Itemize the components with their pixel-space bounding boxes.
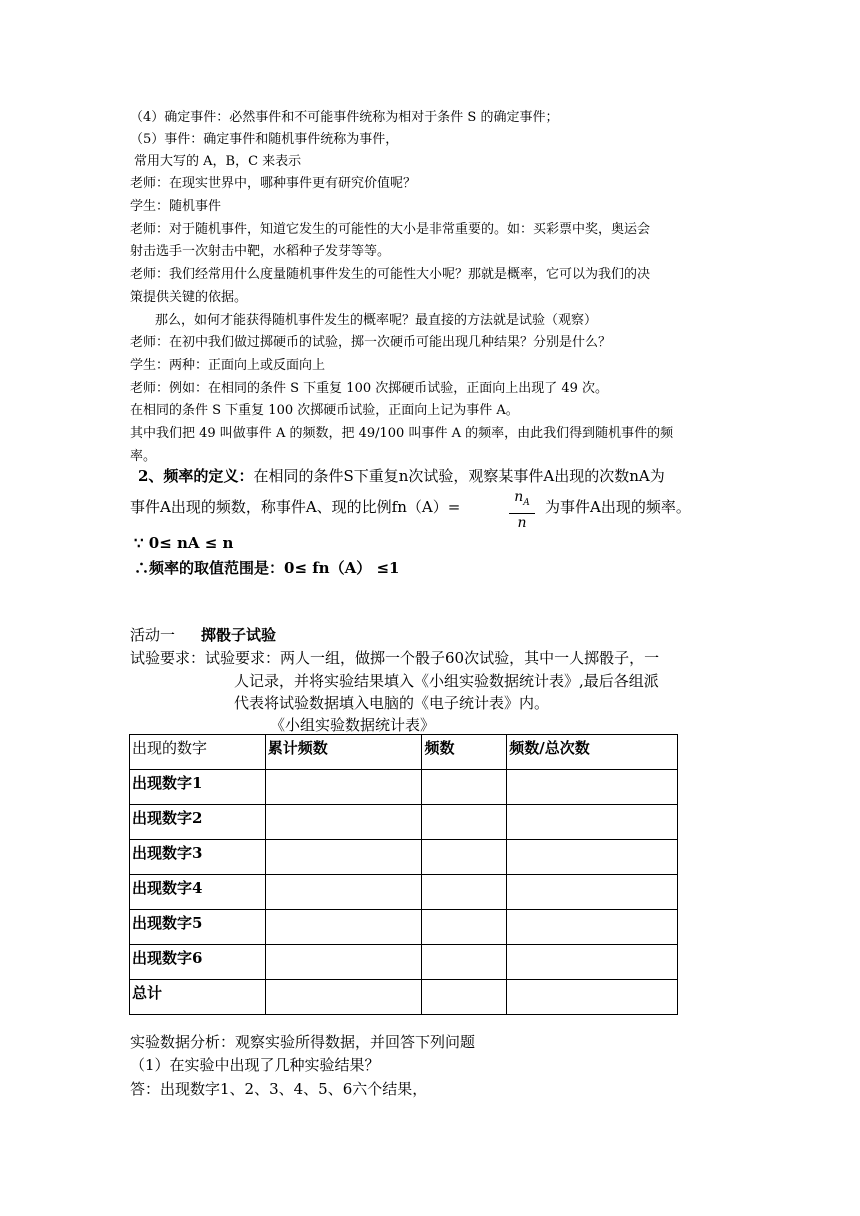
empty-data-cell (422, 980, 507, 1015)
row-label-cell: 出现数字6 (130, 945, 266, 980)
notes-line: 老师：在初中我们做过掷硬币的试验，掷一次硬币可能出现几种结果？分别是什么？ (130, 335, 612, 350)
row-label-cell: 出现数字3 (130, 840, 266, 875)
definition-text-1: 在相同的条件S下重复n次试验，观察某事件A出现的次数nA为 (253, 467, 665, 485)
definition-heading: 2、频率的定义： (138, 467, 254, 485)
definition-line-2 (130, 495, 460, 519)
empty-data-cell (265, 945, 422, 980)
range-line-1: ∵ 0≤ nA ≤ n (134, 534, 234, 552)
definition-line-1 (138, 464, 665, 488)
empty-data-cell (422, 875, 507, 910)
analysis-answer-1: 答：出现数字1、2、3、4、5、6六个结果， (130, 1080, 428, 1098)
range-line-2: ∴频率的取值范围是：0≤ fn（A） ≤1 (134, 559, 400, 577)
empty-data-cell (265, 840, 422, 875)
empty-data-cell (507, 910, 678, 945)
table-title: 《小组实验数据统计表》 (270, 716, 436, 734)
notes-line: 学生：随机事件 (130, 199, 222, 214)
empty-data-cell (507, 980, 678, 1015)
row-label-cell: 出现数字4 (130, 875, 266, 910)
notes-line: 射击选手一次射击中靶，水稻种子发芽等等。 (130, 244, 391, 259)
requirement-line-3: 代表将试验数据填入电脑的《电子统计表》内。 (234, 694, 550, 712)
notes-line: 老师：对于随机事件，知道它发生的可能性的大小是非常重要的。如：买彩票中奖，奥运会 (130, 222, 651, 237)
empty-data-cell (422, 945, 507, 980)
analysis-question-1: （1）在实验中出现了几种实验结果？ (130, 1056, 380, 1074)
empty-data-cell (422, 910, 507, 945)
empty-data-cell (507, 945, 678, 980)
empty-data-cell (422, 770, 507, 805)
table-header-cell: 出现的数字 (130, 735, 266, 770)
notes-line: 那么，如何才能获得随机事件发生的概率呢？最直接的方法就是试验（观察） (155, 313, 598, 328)
notes-line: 策提供关键的依据。 (130, 290, 248, 305)
table-header-cell: 累计频数 (265, 735, 422, 770)
notes-line: 在相同的条件 S 下重复 100 次掷硬币试验，正面向上记为事件 A。 (130, 403, 519, 418)
empty-data-cell (507, 805, 678, 840)
empty-data-cell (507, 770, 678, 805)
activity-label: 活动一 (130, 626, 176, 644)
table-row (130, 840, 678, 875)
row-label-cell: 出现数字1 (130, 770, 266, 805)
empty-data-cell (265, 805, 422, 840)
activity-heading (130, 623, 276, 647)
definition-text-2b: 为事件A出现的频率。 (545, 498, 691, 516)
table-header-cell: 频数 (422, 735, 507, 770)
table-row (130, 805, 678, 840)
empty-data-cell (507, 875, 678, 910)
empty-data-cell (265, 980, 422, 1015)
notes-line: 率。 (130, 449, 157, 464)
notes-line: 其中我们把 49 叫做事件 A 的频数，把 49/100 叫事件 A 的频率，由此我们得到随机事件的频 (130, 426, 674, 441)
frequency-fraction (509, 489, 535, 532)
notes-line: 老师：例如：在相同的条件 S 下重复 100 次掷硬币试验，正面向上出现了 49 次。 (130, 381, 609, 396)
experiment-data-table (129, 734, 678, 1015)
notes-line: 常用大写的 A，B，C 来表示 (134, 154, 302, 169)
notes-line: 老师：在现实世界中，哪种事件更有研究价值呢？ (130, 176, 417, 191)
definition-text-2a: 事件A出现的频数，称事件A、现的比例fn（A）= (130, 498, 461, 516)
activity-title: 掷骰子试验 (201, 626, 277, 644)
empty-data-cell (422, 840, 507, 875)
table-row (130, 770, 678, 805)
definition-line-2b (545, 495, 691, 519)
empty-data-cell (265, 875, 422, 910)
row-label-cell: 出现数字2 (130, 805, 266, 840)
fraction-numerator: $n_A$ (509, 489, 535, 514)
requirement-line-2: 人记录，并将实验结果填入《小组实验数据统计表》,最后各组派 (234, 672, 659, 690)
table-row (130, 875, 678, 910)
requirement-line-1: 试验要求：试验要求：两人一组，做掷一个骰子60次试验，其中一人掷骰子，一 (130, 649, 660, 667)
table-row (130, 980, 678, 1015)
table-row (130, 945, 678, 980)
empty-data-cell (265, 910, 422, 945)
notes-line: （4）确定事件：必然事件和不可能事件统称为相对于条件 S 的确定事件； (130, 110, 559, 125)
empty-data-cell (507, 840, 678, 875)
empty-data-cell (422, 805, 507, 840)
row-label-cell: 出现数字5 (130, 910, 266, 945)
notes-line: （5）事件：确定事件和随机事件统称为事件， (130, 132, 399, 147)
table-row (130, 910, 678, 945)
fraction-denominator: n (517, 514, 527, 531)
table-header-row (130, 735, 678, 770)
notes-line: 学生：两种：正面向上或反面向上 (130, 358, 326, 373)
notes-line: 老师：我们经常用什么度量随机事件发生的可能性大小呢？那就是概率，它可以为我们的决 (130, 267, 651, 282)
analysis-line-1: 实验数据分析：观察实验所得数据，并回答下列问题 (130, 1033, 476, 1051)
table-header-cell: 频数/总次数 (507, 735, 678, 770)
empty-data-cell (265, 770, 422, 805)
row-label-cell: 总计 (130, 980, 266, 1015)
